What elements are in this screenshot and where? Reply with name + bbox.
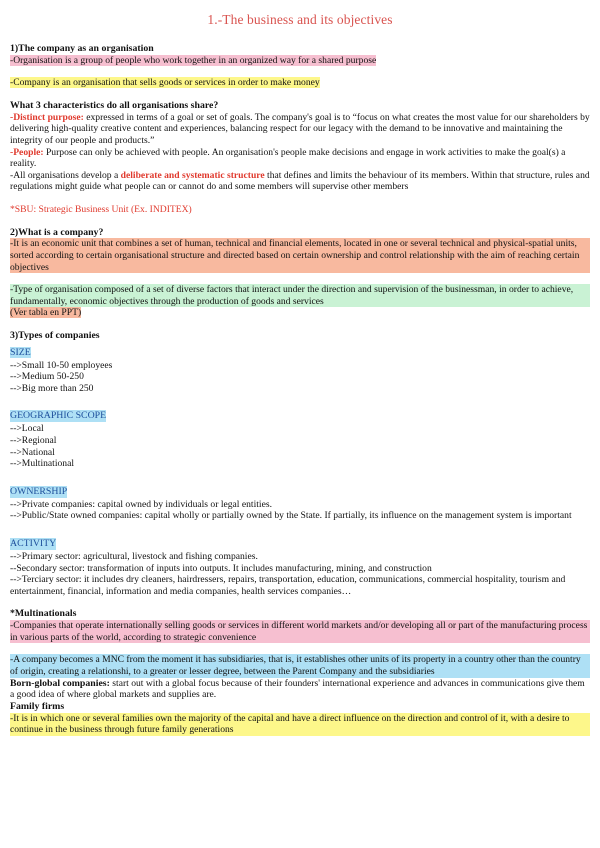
structure-text: that defines and limits the behaviour of its members. Within that structure, rules and regulations might guide what people can or cannot do and some members will supervise other members xyxy=(10,169,590,193)
size-item: -->Big more than 250 xyxy=(10,382,94,394)
activity-item: --Secondary sector: transformation of inputs into outputs. It includes manufacturing, mining, and construction xyxy=(10,562,432,574)
people-text: Purpose can only be achieved with people. An organisation's people make decisions and engage in work activities to make the goal(s) a reality. xyxy=(10,146,566,170)
geo-item: -->National xyxy=(10,446,55,458)
organisation-definition: -Organisation is a group of people who work together in an organized way for a shared purpose xyxy=(10,54,377,66)
multinationals-definition: -Companies that operate internationally selling goods or services in different world markets and/or developing all or part of the manufacturing process in various parts of the world, according to strategic convenience xyxy=(10,620,590,643)
ppt-table-note: (Ver tabla en PPT) xyxy=(10,307,82,319)
section-1-heading: 1)The company as an organisation xyxy=(10,43,154,54)
born-global-text: start out with a global focus because of their founders' international experience and advances in communications give them a good idea of where global markets and supplies are. xyxy=(10,677,585,701)
characteristic-structure xyxy=(10,170,590,193)
size-item: -->Medium 50-250 xyxy=(10,371,84,383)
sbu-note: *SBU: Strategic Business Unit (Ex. INDITEX) xyxy=(10,203,192,215)
ownership-item: -->Private companies: capital owned by individuals or legal entities. xyxy=(10,498,272,510)
family-firms-definition: -It is in which one or several families own the majority of the capital and have a direct influence on the direction and control of it, with a desire to continue in the business through future family generations xyxy=(10,713,590,736)
ownership-label: OWNERSHIP xyxy=(10,485,68,497)
born-global-paragraph xyxy=(10,678,590,701)
purpose-label: -Distinct purpose: xyxy=(10,111,84,123)
activity-label: ACTIVITY xyxy=(10,538,57,550)
people-label: -People: xyxy=(10,146,44,158)
purpose-text: expressed in terms of a goal or set of goals. The company's goal is to “focus on what creates the most value for our shareholders by delivering high-quality creative content and experiences, balancing respect for our legacy with the demand to be innovative and maintaining the integrity of our people and products.” xyxy=(10,111,590,146)
characteristic-purpose xyxy=(10,112,590,147)
ownership-item: -->Public/State owned companies: capital wholly or partially owned by the State. If partially, its influence on the management system is important xyxy=(10,510,572,522)
multinationals-heading: *Multinationals xyxy=(10,608,77,620)
page-title: 1.-The business and its objectives xyxy=(207,12,393,27)
characteristics-question: What 3 characteristics do all organisations share? xyxy=(10,99,219,111)
born-global-label: Born-global companies: xyxy=(10,677,110,689)
company-definition: -Company is an organisation that sells goods or services in order to make money xyxy=(10,77,320,89)
geographic-scope-label: GEOGRAPHIC SCOPE xyxy=(10,410,107,422)
family-firms-heading: Family firms xyxy=(10,700,65,712)
size-label: SIZE xyxy=(10,346,31,358)
characteristic-people xyxy=(10,147,590,170)
activity-item: -->Terciary sector: it includes dry cleaners, hairdressers, repairs, transportation, education, communications, commercial hospitality, tourism and entertainment, financial, information and media companies, health services companies… xyxy=(10,574,566,597)
size-item: -->Small 10-50 employees xyxy=(10,359,113,371)
geo-item: -->Local xyxy=(10,423,44,435)
company-type-definition: -Type of organisation composed of a set of diverse factors that interact under the direction and supervision of the businessman, in order to achieve, fundamentally, economic objectives through the production of goods and services xyxy=(10,284,590,307)
mnc-subsidiaries-definition: -A company becomes a MNC from the moment it has subsidiaries, that is, it establishes other units of its property in a country other than the country of origin, creating a relationshi, to a greater or lesser degree, between the Parent Company and the subsidiaries xyxy=(10,654,590,677)
geo-item: -->Regional xyxy=(10,435,57,447)
section-2-heading: 2)What is a company? xyxy=(10,226,104,238)
section-3-heading: 3)Types of companies xyxy=(10,329,100,341)
activity-item: -->Primary sector: agricultural, livestock and fishing companies. xyxy=(10,551,258,563)
structure-pre: -All organisations develop a xyxy=(10,169,121,181)
company-economic-definition: -It is an economic unit that combines a set of human, technical and financial elements, located in one or several technical and physical-spatial units, sorted according to certain organisational structure and directed based on certain ownership and control relationship with the aim of reaching certain objectives xyxy=(10,238,590,273)
geo-item: -->Multinational xyxy=(10,458,75,470)
structure-label: deliberate and systematic structure xyxy=(120,169,265,181)
